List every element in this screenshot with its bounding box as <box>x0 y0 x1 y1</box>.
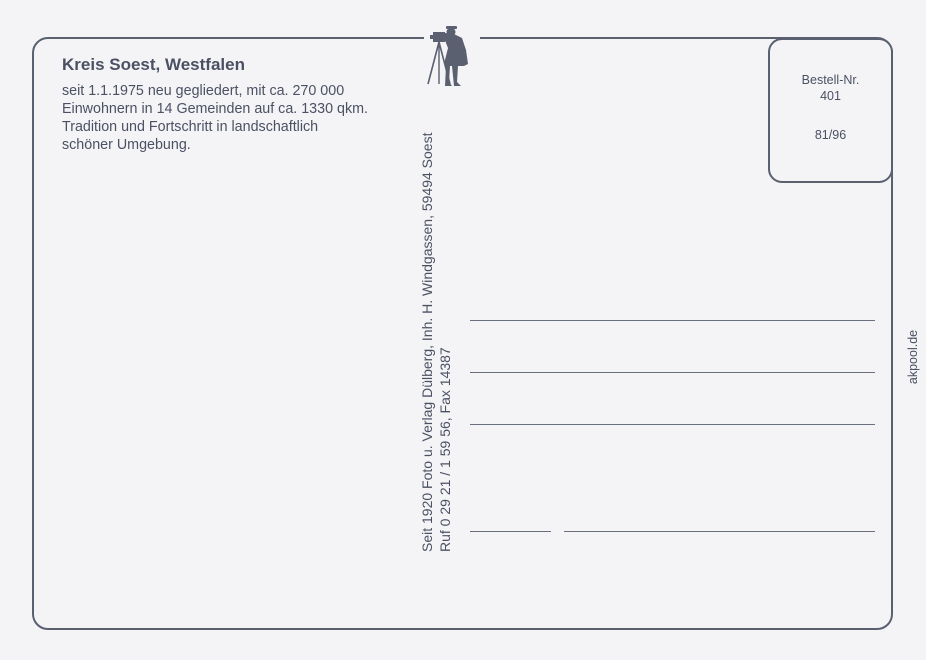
address-line-1 <box>470 320 875 321</box>
print-code: 81/96 <box>814 128 847 142</box>
stamp-box <box>768 38 893 183</box>
order-number-value: 401 <box>820 89 841 103</box>
publisher-line-2: Ruf 0 29 21 / 1 59 56, Fax 14387 <box>437 347 453 552</box>
publisher-line-1: Seit 1920 Foto u. Verlag Dülberg, Inh. H. Windgassen, 59494 Soest <box>419 132 435 552</box>
order-number-label: Bestell-Nr. <box>801 73 860 87</box>
publisher-imprint <box>418 133 454 552</box>
city-line <box>564 531 875 532</box>
photographer-with-camera-icon <box>424 20 480 90</box>
address-line-2 <box>470 372 875 373</box>
description-line: Tradition und Fortschritt in landschaftlich <box>62 119 319 135</box>
description-line: seit 1.1.1975 neu gegliedert, mit ca. 270 000 <box>62 83 345 99</box>
description-line: schöner Umgebung. <box>62 137 191 153</box>
postal-code-line <box>470 531 551 532</box>
address-line-3 <box>470 424 875 425</box>
watermark: akpool.de <box>906 329 920 385</box>
card-description <box>62 82 422 154</box>
description-line: Einwohnern in 14 Gemeinden auf ca. 1330 qkm. <box>62 101 368 117</box>
card-title: Kreis Soest, Westfalen <box>62 55 245 74</box>
